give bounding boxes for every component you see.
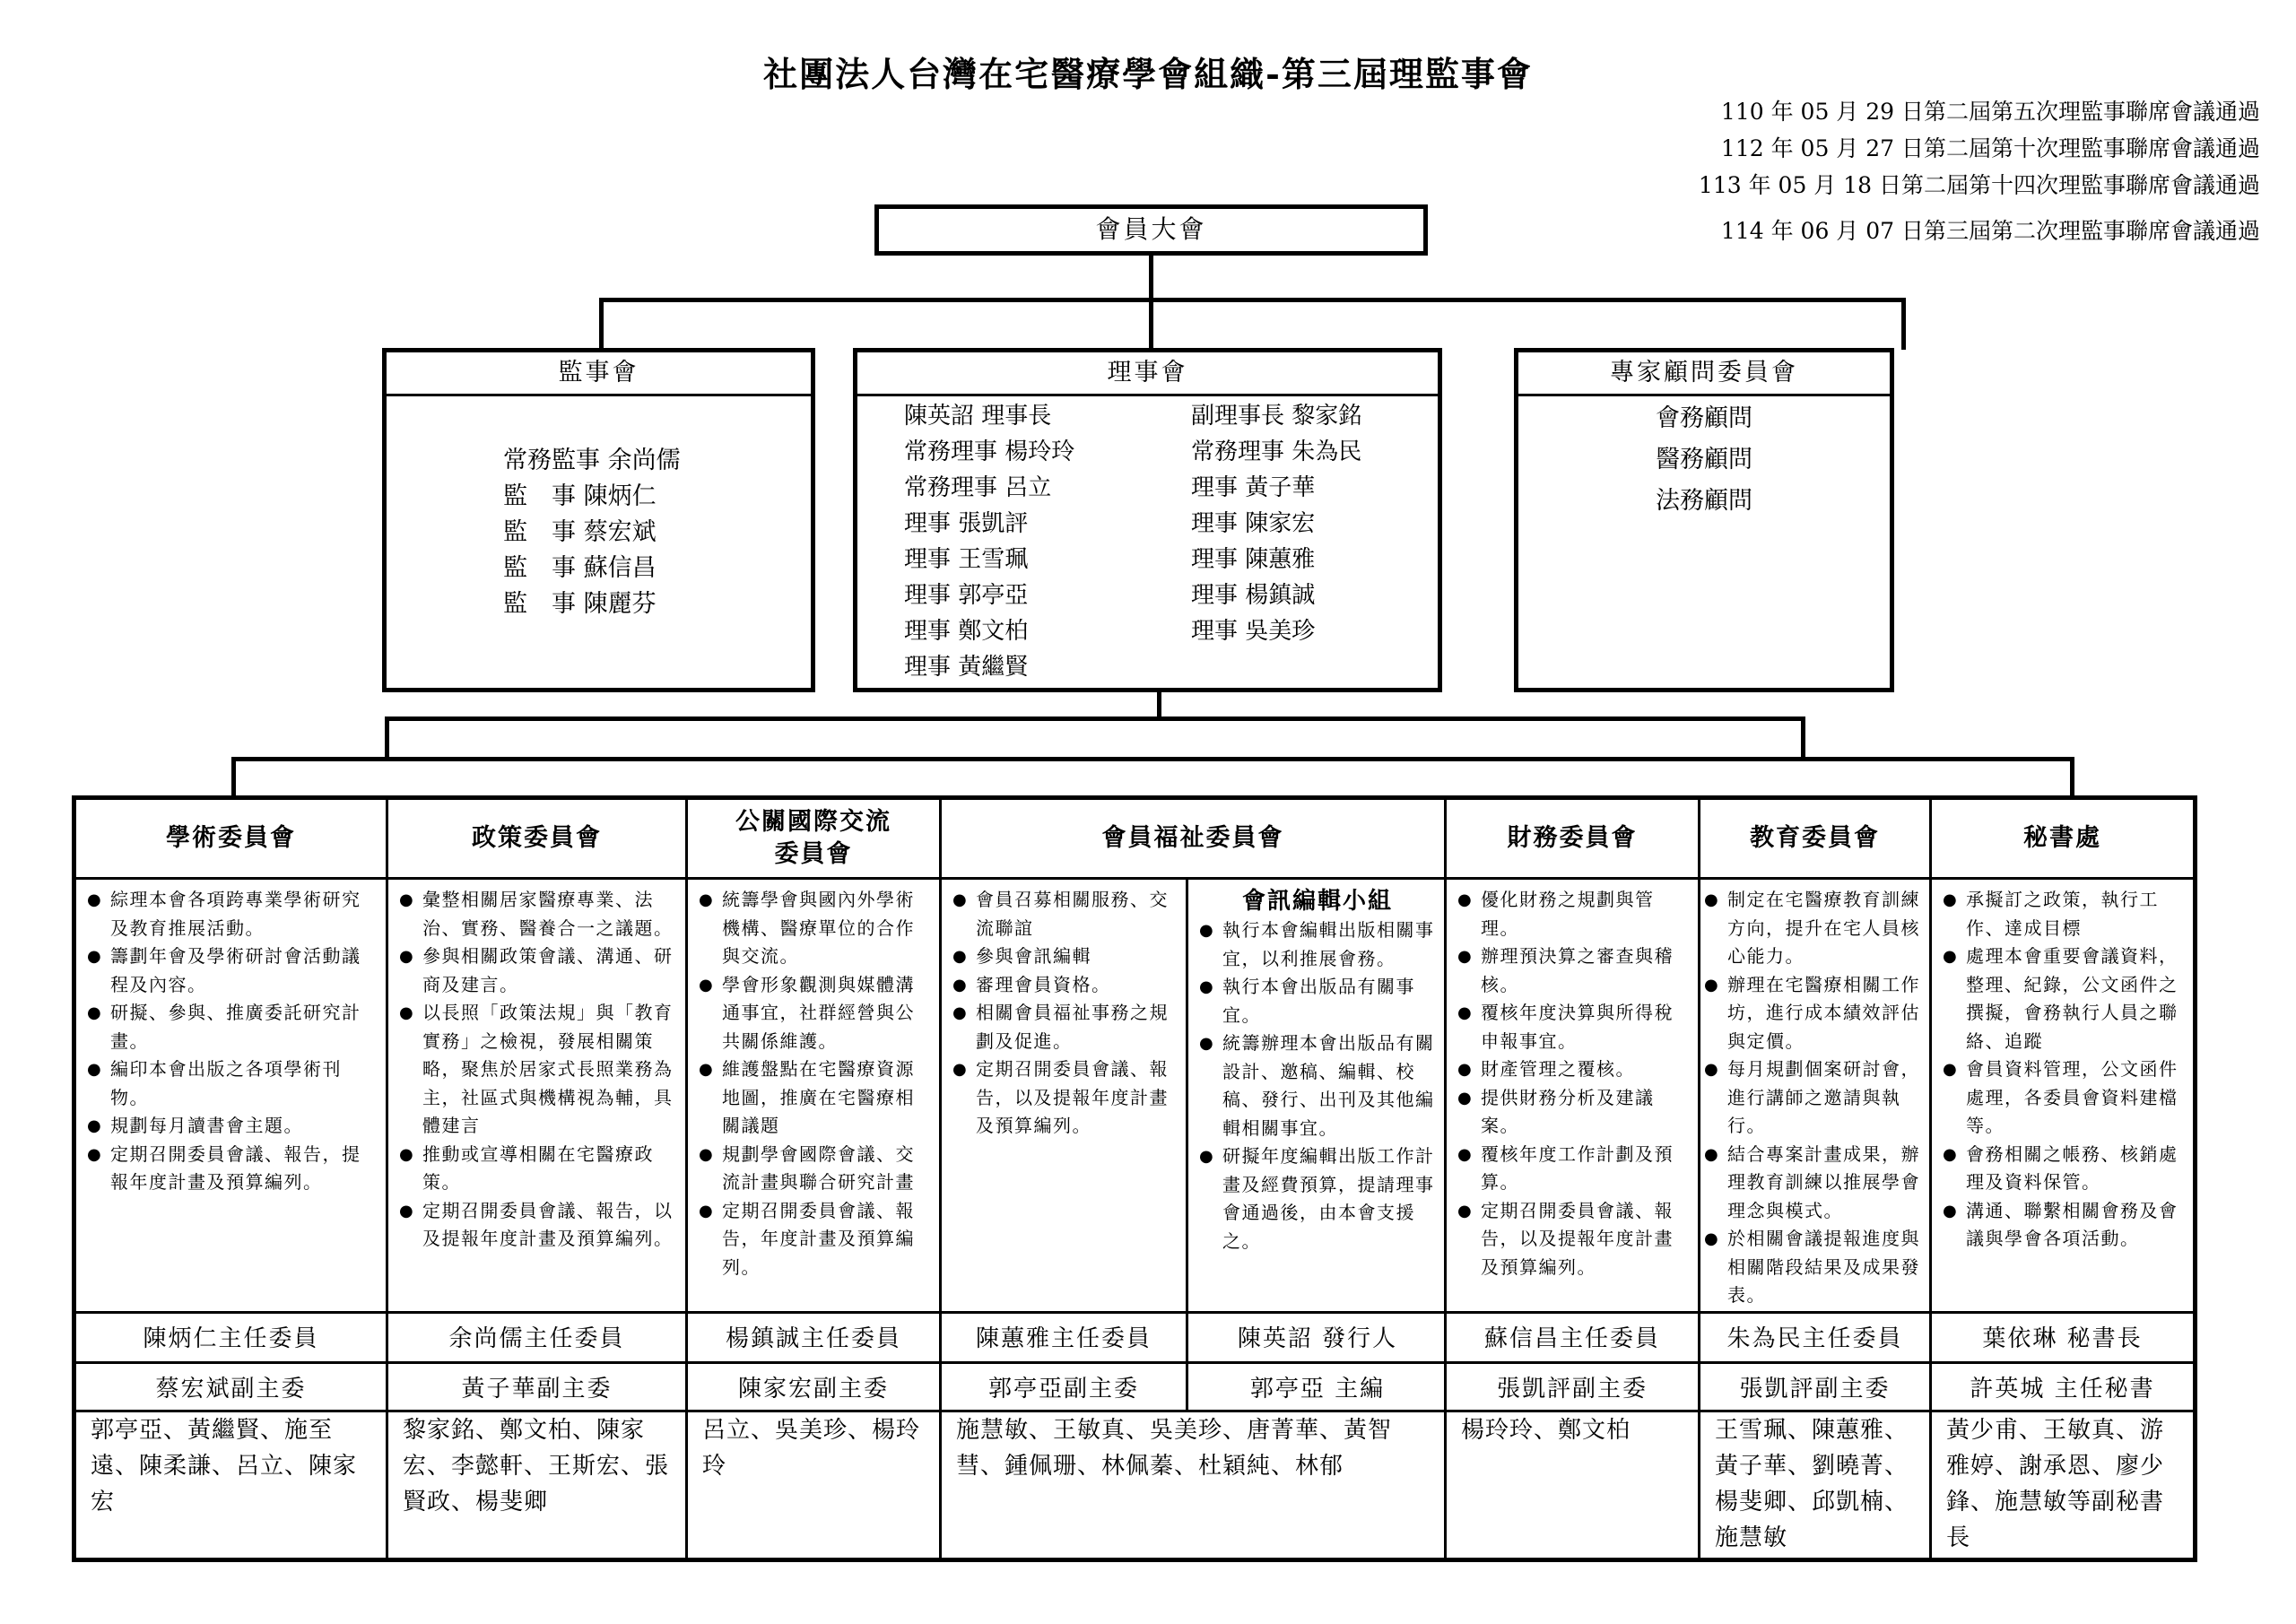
committees-table	[72, 795, 2197, 1562]
duty-item: ● 會員資料管理，公文函件處理，各委員會資料建檔等。	[1943, 1055, 2184, 1141]
connector	[385, 716, 389, 760]
committee-name: 會員福祉委員會	[942, 800, 1444, 880]
duty-item: ● 覆核年度決算與所得稅申報事宜。	[1457, 999, 1689, 1055]
committee-chair: 楊鎮誠主任委員	[725, 1325, 901, 1352]
duty-item: ● 制定在宅醫療教育訓練方向，提升在宅人員核心能力。	[1704, 886, 1922, 971]
duty-item: ● 辦理在宅醫療相關工作坊，進行成本績效評估與定價。	[1704, 971, 1922, 1056]
supervisors-title: 監事會	[387, 352, 811, 396]
connector	[231, 757, 2074, 761]
board-member: 常務理事 朱為民	[1191, 439, 1362, 465]
advisor: 法務顧問	[1656, 487, 1752, 515]
connector	[1801, 716, 1805, 760]
board-member: 理事 郭亭亞	[904, 582, 1029, 609]
general-assembly-box	[874, 204, 1428, 256]
committee-members: 楊玲玲、鄭文柏	[1461, 1417, 1631, 1444]
board-box	[853, 348, 1442, 692]
committee-name: 秘書處	[1932, 800, 2193, 880]
duty-item: ● 定期召開委員會議、報告，以及提報年度計畫及預算編列。	[1457, 1197, 1689, 1282]
duty-item: ● 編印本會出版之各項學術刊物。	[87, 1055, 377, 1112]
supervisors-box	[382, 348, 815, 692]
duty-item: ● 定期召開委員會議、報告，以及提報年度計畫及預算編列。	[952, 1055, 1177, 1141]
duty-item: ● 辦理預決算之審查與稽核。	[1457, 942, 1689, 999]
duty-item: ● 於相關會議提報進度與相關階段結果及成果發表。	[1704, 1225, 1922, 1310]
committee-vice: 郭亭亞副主委	[987, 1376, 1139, 1403]
newsletter-subgroup	[1188, 886, 1447, 1255]
committee-duties	[688, 886, 939, 1281]
duty-item: ● 相關會員福祉事務之規劃及促進。	[952, 999, 1177, 1055]
duty-item: ● 定期召開委員會議、報告，年度計畫及預算編列。	[699, 1197, 930, 1282]
duty-item: ● 定期召開委員會議、報告，提報年度計畫及預算編列。	[87, 1141, 377, 1197]
duty-item: ● 規劃學會國際會議、交流計畫與聯合研究計畫	[699, 1141, 930, 1197]
committee-chair: 陳蕙雅主任委員	[975, 1325, 1152, 1352]
connector	[2070, 757, 2074, 798]
committee-member-welfare	[942, 800, 1447, 1558]
duty-item: ● 研擬、參與、推廣委託研究計畫。	[87, 999, 377, 1055]
connector	[385, 716, 1805, 721]
duty-item: ● 承擬訂之政策，執行工作、達成目標	[1943, 886, 2184, 942]
board-member: 理事 陳蕙雅	[1191, 546, 1316, 573]
duty-item: ● 學會形象觀測與媒體溝通事宜，社群經營與公共關係維護。	[699, 971, 930, 1056]
committee-name: 政策委員會	[388, 800, 685, 880]
duty-item: ● 執行本會編輯出版相關事宜，以利推展會務。	[1199, 916, 1438, 973]
committee-vice: 許英城 主任秘書	[1970, 1376, 2155, 1403]
board-member: 常務理事 楊玲玲	[904, 439, 1075, 465]
general-assembly-label: 會員大會	[1095, 214, 1207, 244]
committee-duties	[942, 886, 1186, 1141]
connector	[231, 757, 236, 798]
board-member: 理事 黃繼賢	[904, 654, 1029, 681]
duty-item: ● 彙整相關居家醫療專業、法治、實務、醫養合一之議題。	[399, 886, 676, 942]
committee-duties	[1700, 886, 1929, 1310]
subgroup-title: 會訊編輯小組	[1241, 888, 1393, 915]
committee-finance	[1447, 800, 1700, 1558]
approval-date: 114 年 06 月 07 日第三屆第二次理監事聯席會議通過	[1720, 218, 2260, 244]
duty-item: ● 覆核年度工作計劃及預算。	[1457, 1141, 1689, 1197]
duty-item: ● 推動或宣導相關在宅醫療政策。	[399, 1141, 676, 1197]
board-title: 理事會	[857, 352, 1438, 396]
advisors-list	[1518, 396, 1890, 522]
committee-vice: 蔡宏斌副主委	[155, 1376, 307, 1403]
committee-chair: 蘇信昌主任委員	[1483, 1325, 1660, 1352]
duty-item: ● 綜理本會各項跨專業學術研究及教育推展活動。	[87, 886, 377, 942]
board-member: 理事 黃子華	[1191, 474, 1316, 501]
advisor: 會務顧問	[1656, 404, 1752, 432]
board-member: 副理事長 黎家銘	[1191, 403, 1362, 430]
committee-policy	[388, 800, 688, 1558]
duty-item: ● 結合專案計畫成果，辦理教育訓練以推展學會理念與模式。	[1704, 1141, 1922, 1226]
advisors-title: 專家顧問委員會	[1518, 352, 1890, 396]
approval-date: 112 年 05 月 27 日第二屆第十次理監事聯席會議通過	[1720, 135, 2260, 161]
committee-members: 郭亭亞、黃繼賢、施至遠、陳柔謙、呂立、陳家宏	[91, 1417, 358, 1515]
duty-item: ● 每月規劃個案研討會，進行講師之邀請與執行。	[1704, 1055, 1922, 1141]
committee-members: 施慧敏、王敏真、吳美珍、唐菁華、黃智彗、鍾佩珊、林佩蓁、杜穎純、林郁	[956, 1417, 1393, 1480]
supervisor: 常務監事 余尚儒	[503, 447, 681, 474]
approval-date: 113 年 05 月 18 日第二屆第十四次理監事聯席會議通過	[1698, 172, 2260, 198]
duty-item: ● 參與會訊編輯	[952, 942, 1177, 971]
committee-vice: 張凱評副主委	[1739, 1376, 1891, 1403]
committee-name	[688, 800, 939, 880]
committee-duties	[388, 886, 685, 1254]
supervisor: 監 事 蔡宏斌	[503, 518, 657, 546]
supervisor: 監 事 陳麗芬	[503, 590, 657, 618]
committee-vice: 張凱評副主委	[1496, 1376, 1648, 1403]
board-member: 理事 王雪珮	[904, 546, 1029, 573]
duty-item: ● 處理本會重要會議資料，整理、紀錄，公文函件之撰擬，會務執行人員之聯絡、追蹤	[1943, 942, 2184, 1055]
connector	[1901, 298, 1906, 350]
duty-item: ● 財產管理之覆核。	[1457, 1055, 1689, 1084]
duty-item: ● 會務相關之帳務、核銷處理及資料保管。	[1943, 1141, 2184, 1197]
duty-item: ● 研擬年度編輯出版工作計畫及經費預算，提請理事會通過後，由本會支援之。	[1199, 1142, 1438, 1255]
duty-item: ● 提供財務分析及建議案。	[1457, 1084, 1689, 1141]
committee-chair: 陳炳仁主任委員	[143, 1325, 319, 1352]
committee-academic	[76, 800, 388, 1558]
connector	[1149, 298, 1153, 350]
board-member: 理事 鄭文柏	[904, 618, 1029, 645]
duty-item: ● 以長照「政策法規」與「教育實務」之檢視，發展相關策略，聚焦於居家式長照業務為主，社區式與機構視為輔，具體建言	[399, 999, 676, 1141]
committee-members: 王雪珮、陳蕙雅、黃子華、劉曉菁、楊斐卿、邱凱楠、施慧敏	[1715, 1417, 1909, 1551]
committee-education	[1700, 800, 1932, 1558]
subgroup-duties	[1188, 916, 1447, 1255]
supervisor: 監 事 陳炳仁	[503, 482, 657, 510]
duty-item: ● 溝通、聯繫相關會務及會議與學會各項活動。	[1943, 1197, 2184, 1254]
duty-item: ● 參與相關政策會議、溝通、研商及建言。	[399, 942, 676, 999]
board-member: 陳英詔 理事長	[904, 403, 1052, 430]
duty-item: ● 優化財務之規劃與管理。	[1457, 886, 1689, 942]
committee-name-line: 委員會	[774, 840, 853, 868]
committee-duties	[76, 886, 386, 1197]
board-member: 理事 陳家宏	[1191, 510, 1316, 537]
board-member: 理事 楊鎮誠	[1191, 582, 1316, 609]
duty-item: ● 維護盤點在宅醫療資源地圖，推廣在宅醫療相關議題	[699, 1055, 930, 1141]
duty-item: ● 定期召開委員會議、報告，以及提報年度計畫及預算編列。	[399, 1197, 676, 1254]
connector	[599, 298, 604, 350]
connector	[599, 298, 1906, 302]
committee-members: 黃少甫、王敏真、游雅婷、謝承恩、廖少鋒、施慧敏等副秘書長	[1946, 1417, 2165, 1551]
page-title: 社團法人台灣在宅醫療學會組織-第三屆理監事會	[763, 54, 1533, 94]
secretariat	[1932, 800, 2193, 1558]
duty-item: ● 籌劃年會及學術研討會活動議程及內容。	[87, 942, 377, 999]
committee-duties	[1447, 886, 1698, 1281]
committee-members: 呂立、吳美珍、楊玲玲	[702, 1417, 921, 1480]
board-member: 理事 張凱評	[904, 510, 1029, 537]
board-members	[857, 396, 1438, 685]
board-member: 常務理事 呂立	[904, 474, 1052, 501]
committee-vice: 陳家宏副主委	[737, 1376, 889, 1403]
committee-name: 學術委員會	[76, 800, 386, 880]
committee-name: 教育委員會	[1700, 800, 1929, 880]
committee-chair: 余尚儒主任委員	[448, 1325, 625, 1352]
committee-name: 財務委員會	[1447, 800, 1698, 880]
committee-public-relations	[688, 800, 942, 1558]
connector	[1157, 692, 1161, 719]
committee-duties	[1932, 886, 2193, 1254]
duty-item: ● 審理會員資格。	[952, 971, 1177, 1000]
supervisors-list	[387, 396, 811, 622]
supervisor: 監 事 蘇信昌	[503, 554, 657, 582]
committee-chair: 葉依琳 秘書長	[1982, 1325, 2143, 1352]
duty-item: ● 規劃每月讀書會主題。	[87, 1112, 377, 1141]
advisor: 醫務顧問	[1656, 446, 1752, 473]
board-member: 理事 吳美珍	[1191, 618, 1316, 645]
committee-name-line: 公關國際交流	[735, 808, 891, 836]
subgroup-publisher: 陳英詔 發行人	[1237, 1325, 1398, 1352]
committee-vice: 黃子華副主委	[461, 1376, 613, 1403]
duty-item: ● 統籌學會與國內外學術機構、醫療單位的合作與交流。	[699, 886, 930, 971]
approval-dates	[1699, 93, 2260, 249]
advisors-box	[1514, 348, 1894, 692]
committee-members: 黎家銘、鄭文柏、陳家宏、李懿軒、王斯宏、張賢政、楊斐卿	[403, 1417, 670, 1515]
duty-item: ● 統籌辦理本會出版品有關設計、邀稿、編輯、校稿、發行、出刊及其他編輯相關事宜。	[1199, 1029, 1438, 1142]
connector	[1149, 256, 1153, 300]
subgroup-editor: 郭亭亞 主編	[1249, 1376, 1386, 1403]
committee-chair: 朱為民主任委員	[1726, 1325, 1903, 1352]
approval-date: 110 年 05 月 29 日第二屆第五次理監事聯席會議通過	[1720, 99, 2260, 125]
duty-item: ● 會員召募相關服務、交流聯誼	[952, 886, 1177, 942]
duty-item: ● 執行本會出版品有關事宜。	[1199, 973, 1438, 1029]
